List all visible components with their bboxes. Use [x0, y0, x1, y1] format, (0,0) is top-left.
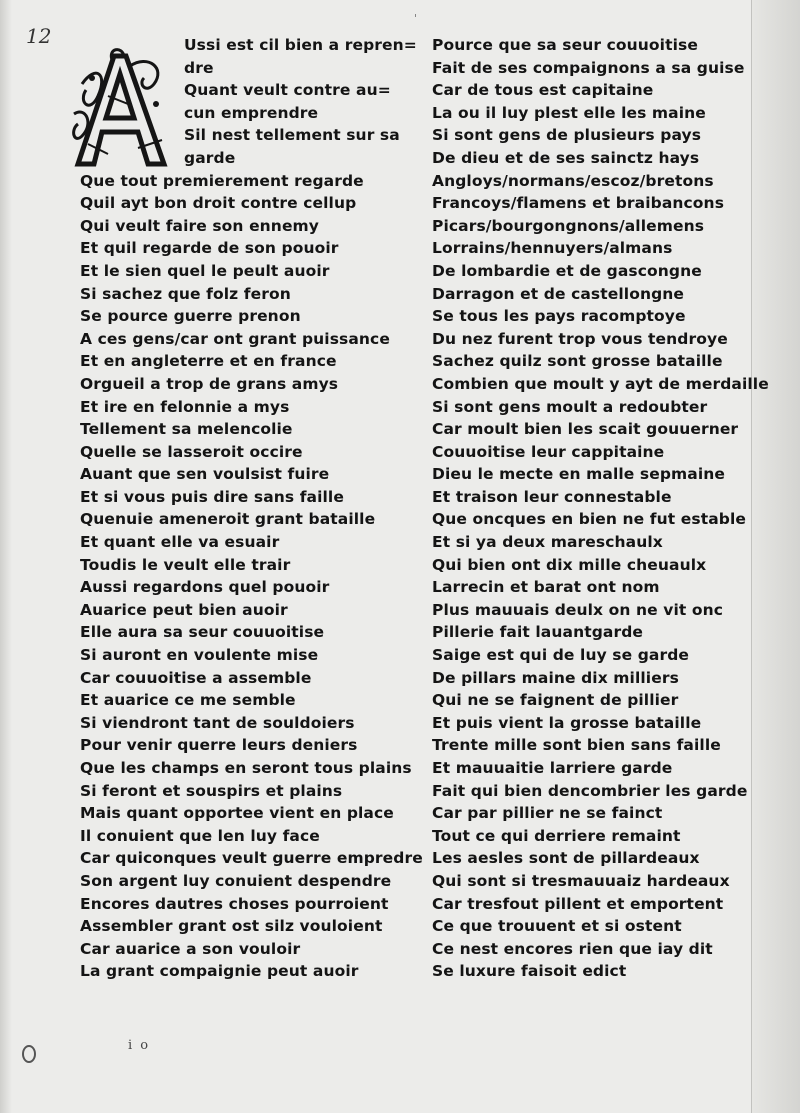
verse-line: Ce nest encores rien que iay dit	[432, 939, 713, 958]
verse-line: Sachez quilz sont grosse bataille	[432, 352, 723, 371]
verse-line: Auant que sen voulsist fuire	[80, 465, 330, 484]
verse-line: Quil ayt bon droit contre cellup	[80, 194, 357, 213]
verse-line: De lombardie et de gascongne	[432, 261, 702, 280]
verse-line: Et en angleterre et en france	[80, 352, 337, 371]
verse-line: Plus mauuais deulx on ne vit onc	[432, 600, 724, 619]
margin-ink-mark	[22, 1045, 36, 1063]
verse-line: Et quant elle va esuair	[80, 533, 280, 552]
verse-line: garde	[184, 148, 236, 167]
verse-line: Couuoitise leur cappitaine	[432, 442, 665, 461]
verse-line: Pour venir querre leurs deniers	[80, 736, 358, 755]
verse-line: Son argent luy conuient despendre	[80, 871, 392, 890]
verse-line: Ussi est cil bien a repren=	[184, 36, 417, 54]
verse-line: Encores dautres choses pourroient	[80, 894, 389, 913]
verse-line: Assembler grant ost silz vouloient	[80, 917, 383, 936]
verse-line: Qui ne se faignent de pillier	[432, 691, 679, 710]
verse-line: Et mauuaitie larriere garde	[432, 759, 673, 777]
verse-line: Fait de ses compaignons a sa guise	[432, 58, 745, 77]
verse-line: Si sachez que folz feron	[80, 284, 291, 303]
verse-line: Du nez furent trop vous tendroye	[432, 329, 728, 348]
verse-line: Si viendront tant de souldoiers	[80, 713, 355, 732]
verse-line: Car tresfout pillent et emportent	[432, 894, 724, 913]
verse-line: Saige est qui de luy se garde	[432, 646, 690, 665]
verse-line: Francoys/flamens et braibancons	[432, 194, 725, 213]
verse-line: Qui bien ont dix mille cheuaulx	[432, 555, 707, 574]
verse-line: Larrecin et barat ont nom	[432, 578, 660, 597]
signature-mark: i o	[128, 1038, 151, 1053]
verse-line: Que tout premierement regarde	[80, 171, 364, 190]
verse-line: Lorrains/hennuyers/almans	[432, 239, 673, 258]
verse-line: Angloys/normans/escoz/bretons	[432, 171, 714, 190]
verse-line: Tellement sa melencolie	[80, 420, 293, 439]
verse-line: La grant compaignie peut auoir	[80, 962, 359, 981]
verse-line: Se luxure faisoit edict	[432, 962, 627, 981]
verse-line: Picars/bourgongnons/allemens	[432, 216, 705, 235]
verse-line: Se tous les pays racomptoye	[432, 307, 686, 326]
verse-line: Quenuie ameneroit grant bataille	[80, 510, 376, 529]
left-text-column	[80, 34, 423, 983]
verse-line: Mais quant opportee vient en place	[80, 804, 394, 823]
verse-line: Se pource guerre prenon	[80, 307, 301, 326]
verse-line: Toudis le veult elle trair	[80, 555, 291, 574]
verse-line: Et auarice ce me semble	[80, 691, 296, 710]
verse-line: Elle aura sa seur couuoitise	[80, 623, 325, 642]
page-speck: '	[414, 12, 418, 25]
verse-line: Car auarice a son vouloir	[80, 939, 301, 958]
verse-line: Et si vous puis dire sans faille	[80, 487, 344, 506]
verse-line: Sil nest tellement sur sa	[184, 126, 400, 145]
verse-line: Et si ya deux mareschaulx	[432, 533, 663, 552]
verse-line: Quant veult contre au=	[184, 81, 391, 100]
verse-line: Que les champs en seront tous plains	[80, 759, 412, 777]
verse-line: A ces gens/car ont grant puissance	[80, 329, 390, 348]
verse-line: Car couuoitise a assemble	[80, 668, 312, 687]
verse-line: Aussi regardons quel pouoir	[80, 578, 330, 597]
verse-line: Et traison leur connestable	[432, 487, 672, 506]
verse-line: Si feront et souspirs et plains	[80, 781, 343, 800]
verse-line: Les aesles sont de pillardeaux	[432, 849, 700, 868]
verse-line: Car par pillier ne se fainct	[432, 804, 663, 823]
verse-line: Quelle se lasseroit occire	[80, 442, 303, 461]
verse-line: Dieu le mecte en malle sepmaine	[432, 465, 726, 484]
right-text-column	[432, 34, 769, 983]
verse-line: Pillerie fait lauantgarde	[432, 623, 644, 642]
verse-line: De dieu et de ses sainctz hays	[432, 148, 700, 167]
verse-line: Trente mille sont bien sans faille	[432, 736, 721, 755]
verse-line: Fait qui bien dencombrier les garde	[432, 781, 748, 800]
verse-line: Darragon et de castellongne	[432, 284, 685, 303]
verse-line: De pillars maine dix milliers	[432, 668, 679, 687]
verse-line: La ou il luy plest elle les maine	[432, 103, 706, 122]
verse-line: Et quil regarde de son pouoir	[80, 239, 339, 258]
verse-line: Si sont gens de plusieurs pays	[432, 126, 702, 145]
verse-line: Tout ce qui derriere remaint	[432, 826, 681, 845]
verse-line: Et ire en felonnie a mys	[80, 397, 290, 416]
verse-line: Car moult bien les scait gouuerner	[432, 420, 739, 439]
verse-line: Orgueil a trop de grans amys	[80, 374, 339, 393]
verse-line: Car de tous est capitaine	[432, 81, 654, 100]
verse-line: Auarice peut bien auoir	[80, 600, 288, 619]
verse-line: Et puis vient la grosse bataille	[432, 713, 702, 732]
verse-line: Si sont gens moult a redoubter	[432, 397, 708, 416]
verse-line: Il conuient que len luy face	[80, 826, 320, 845]
verse-line: Si auront en voulente mise	[80, 646, 319, 665]
verse-line: Que oncques en bien ne fut estable	[432, 510, 747, 529]
verse-line: Et le sien quel le peult auoir	[80, 261, 330, 280]
verse-line: Qui sont si tresmauuaiz hardeaux	[432, 871, 730, 890]
verse-line: cun emprendre	[184, 103, 319, 122]
verse-line: Combien que moult y ayt de merdaille	[432, 374, 769, 393]
page-gutter-shadow	[0, 0, 12, 1113]
margin-annotation: 12	[26, 24, 52, 48]
verse-line: Pource que sa seur couuoitise	[432, 36, 698, 54]
verse-line: Car quiconques veult guerre empredre	[80, 849, 423, 868]
verse-line: Ce que trouuent et si ostent	[432, 917, 682, 936]
verse-line: Qui veult faire son ennemy	[80, 216, 320, 235]
verse-line: dre	[184, 58, 214, 77]
